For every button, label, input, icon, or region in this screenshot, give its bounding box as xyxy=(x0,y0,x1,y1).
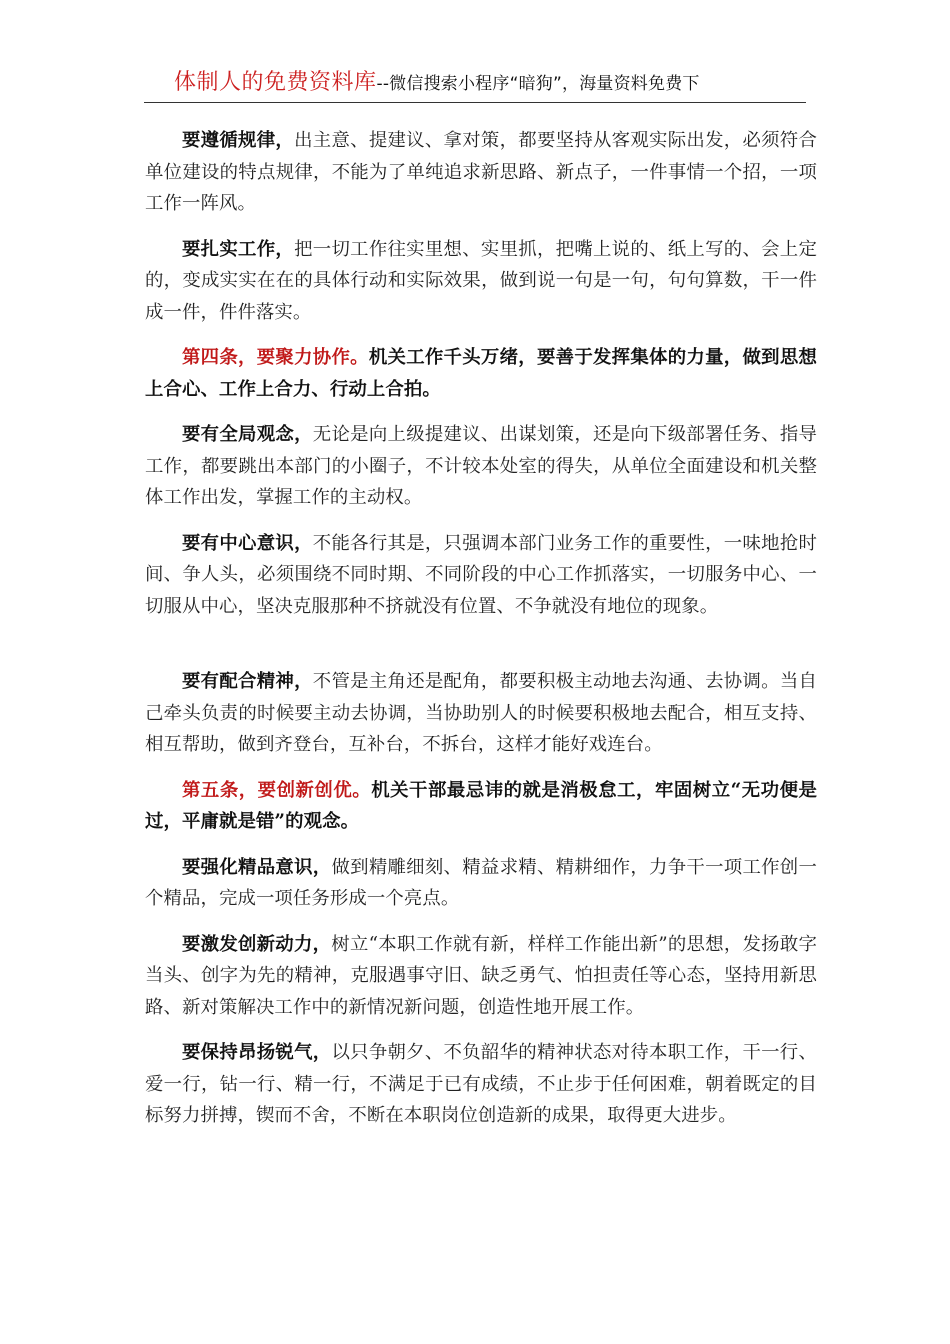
paragraph-text: 做到精雕细刻、精益求精、精耕细作，力争干一项工作创一个精品，完成一项任务形成一个亮点。 xyxy=(145,856,817,909)
paragraph-quality xyxy=(145,852,817,915)
paragraph-lead: 要有中心意识， xyxy=(182,532,313,554)
paragraph-lead: 要保持昂扬锐气， xyxy=(182,1042,332,1063)
paragraph-text: 树立“本职工作就有新，样样工作能出新”的思想，发扬敢字当头、创字为先的精神，克服遇事守旧、缺乏勇气、怕担责任等心态，坚持用新思路、新对策解决工作中的新情况新问题，创造性地开展工作。 xyxy=(145,933,817,1018)
paragraph-text: 以只争朝夕、不负韶华的精神状态对待本职工作，干一行、爱一行，钻一行、精一行，不满足于已有成绩，不止步于任何困难，朝着既定的目标努力拼搏，锲而不舍，不断在本职岗位创造新的成果，取得更大进步。 xyxy=(145,1042,817,1126)
paragraph-text: 出主意、提建议、拿对策，都要坚持从客观实际出发，必须符合单位建设的特点规律，不能为了单纯追求新思路、新点子，一件事情一个招，一项工作一阵风。 xyxy=(145,130,817,214)
paragraph-overall-view xyxy=(145,419,817,514)
paragraph-text: 把一切工作往实里想、实里抓，把嘴上说的、纸上写的、会上定的，变成实实在在的具体行动和实际效果，做到说一句是一句，句句算数，干一件成一件，件件落实。 xyxy=(145,238,817,323)
article-5 xyxy=(145,775,817,838)
paragraph-lead: 要扎实工作， xyxy=(182,238,295,260)
article-4-title: 第四条，要聚力协作。 xyxy=(182,347,369,368)
paragraph-text: 不管是主角还是配角，都要积极主动地去沟通、去协调。当自己牵头负责的时候要主动去协调，当协助别人的时候要积极地去配合，相互支持、相互帮助，做到齐登台，互补台，不拆台，这样才能好戏连台。 xyxy=(145,671,818,755)
paragraph-cooperation xyxy=(145,666,817,761)
page-header xyxy=(144,68,806,103)
article-5-title: 第五条，要创新创优。 xyxy=(182,779,372,801)
document-body xyxy=(145,125,817,1146)
paragraph-lead: 要有全局观念， xyxy=(182,424,313,445)
paragraph-lead: 要有配合精神， xyxy=(182,671,313,692)
paragraph-lead: 要强化精品意识， xyxy=(182,856,332,878)
article-4-body: 机关工作千头万绪，要善于发挥集体的力量，做到思想上合心、工作上合力、行动上合拍。 xyxy=(145,347,817,400)
paragraph-lead: 要遵循规律， xyxy=(182,130,295,151)
article-5-body: 机关干部最忌讳的就是消极怠工，牢固树立“无功便是过，平庸就是错”的观念。 xyxy=(145,779,817,832)
paragraph-solid-work xyxy=(145,234,817,329)
paragraph-innovation xyxy=(145,929,817,1024)
paragraph-lead: 要激发创新动力， xyxy=(182,933,332,955)
header-tagline: --微信搜索小程序“暗狗”，海量资料免费下 xyxy=(376,74,700,94)
header-brand: 体制人的免费资料库 xyxy=(174,70,377,95)
paragraph-text: 不能各行其是，只强调本部门业务工作的重要性，一味地抢时间、争人头，必须围绕不同时期、不同阶段的中心工作抓落实，一切服务中心、一切服从中心，坚决克服那种不挤就没有位置、不争就没有地位的现象。 xyxy=(145,532,818,617)
article-4 xyxy=(145,342,817,405)
paragraph-text: 无论是向上级提建议、出谋划策，还是向下级部署任务、指导工作，都要跳出本部门的小圈子，不计较本处室的得失，从单位全面建设和机关整体工作出发，掌握工作的主动权。 xyxy=(145,424,818,508)
paragraph-center-awareness xyxy=(145,528,817,623)
paragraph-follow-rules xyxy=(145,125,817,220)
paragraph-spirit xyxy=(145,1037,817,1132)
